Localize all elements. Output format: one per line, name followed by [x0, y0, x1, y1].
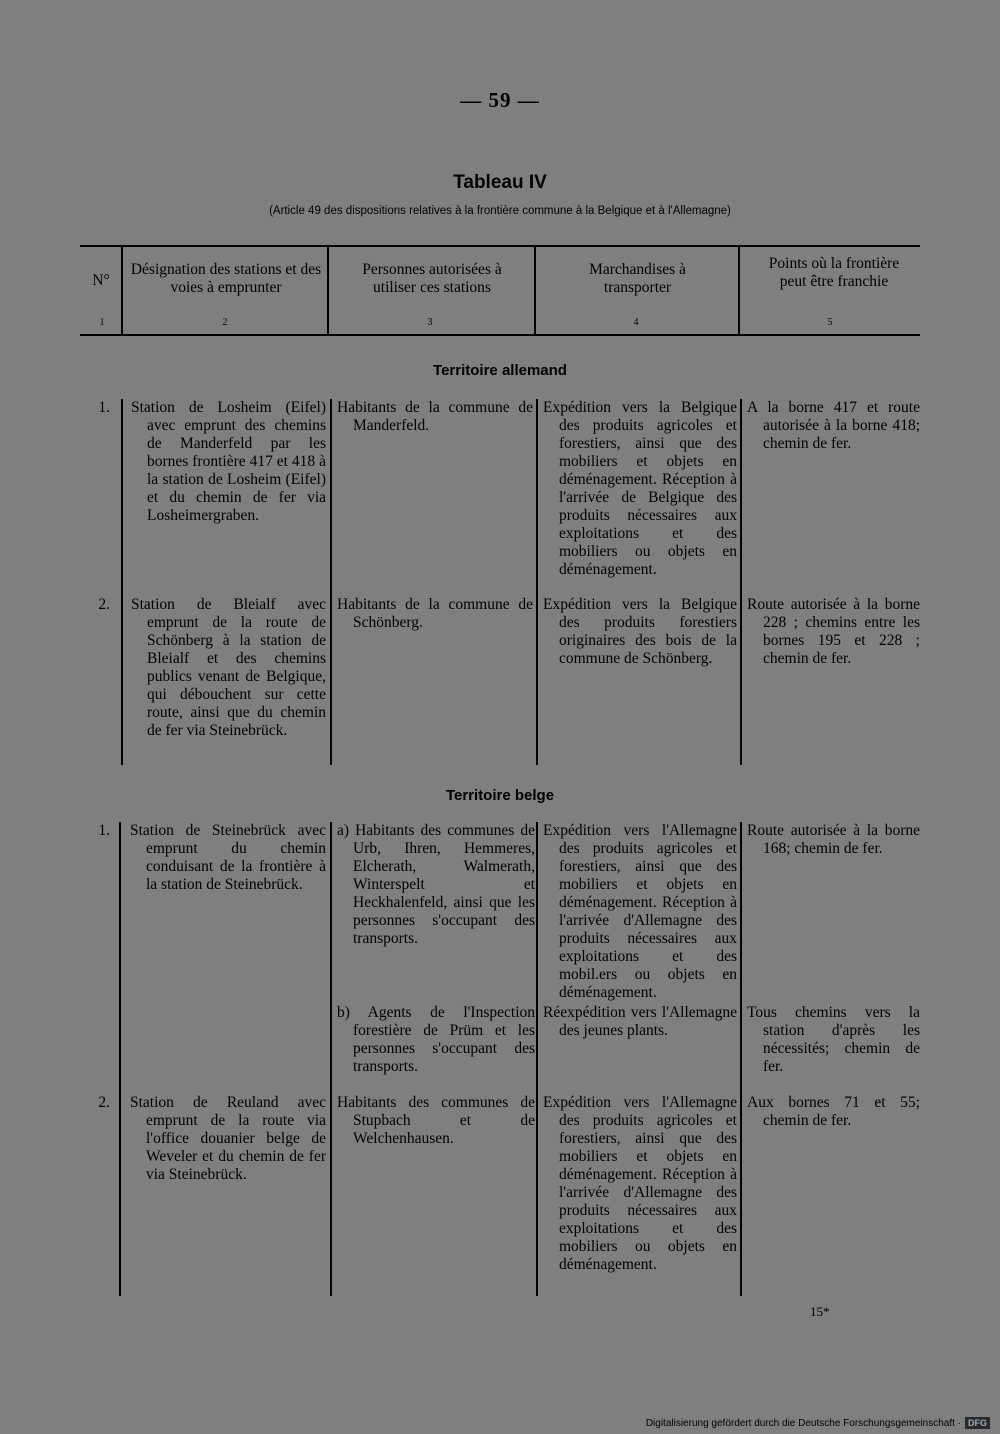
marchandises-cell: Expédition vers la Belgique des produits agricoles et forestiers, ainsi que des mobiliers et objets en déménagement. Réception à l'arrivée de Belgique des produits nécessaires aux exploitations et des mobiliers ou objets en déménagement.: [543, 399, 737, 578]
header-points: Points où la frontière peut être franchie: [768, 255, 900, 290]
table-subtitle: (Article 49 des dispositions relatives à la frontière commune à la Belgique et à l'Allemagne): [269, 205, 731, 217]
belge-divider-3: [536, 822, 538, 1296]
column-number-2: 2: [222, 317, 228, 328]
designation-cell: Station de Steinebrück avec emprunt du chemin conduisant de la frontière à la station de Steinebrück.: [130, 822, 326, 893]
header-divider-4: [738, 247, 740, 334]
section-title-belge: Territoire belge: [445, 787, 555, 804]
allemand-divider-2: [330, 399, 332, 765]
header-no: N°: [92, 272, 110, 289]
allemand-divider-1: [121, 399, 123, 765]
personnes-cell-b: b) Agents de l'Inspection forestière de Prüm et les personnes s'occupant des transports.: [337, 1004, 535, 1075]
column-number-3: 3: [427, 317, 433, 328]
personnes-cell-a: a) Habitants des communes de Urb, Ihren, Hemmeres, Elcherath, Walmerath, Winterspelt et Heckhalenfeld, ainsi que les personnes s'occupant des transports.: [337, 822, 535, 947]
header-designation: Désignation des stations et des voies à emprunter: [130, 261, 322, 296]
designation-cell: Station de Reuland avec emprunt de la route via l'office douanier belge de Weveler et du chemin de fer via Steinebrück.: [130, 1094, 326, 1183]
header-divider-1: [121, 247, 123, 334]
credit-text: Digitalisierung gefördert durch die Deutsche Forschungsgemeinschaft ·: [645, 1417, 961, 1429]
row-number: 2.: [98, 596, 110, 613]
row-number: 1.: [98, 399, 110, 416]
header-personnes: Personnes autorisées à utiliser ces stations: [362, 261, 502, 296]
page-number: — 59 —: [460, 88, 540, 112]
points-cell-b: Tous chemins vers la station d'après les nécessités; chemin de fer.: [747, 1004, 920, 1075]
marchandises-cell: Expédition vers l'Allemagne des produits agricoles et forestiers, ainsi que des mobiliers et objets en déménagement. Réception à l'arrivée d'Allemagne des produits nécessaires aux exploitations et des mobiliers ou objets en déménagement.: [543, 1094, 737, 1273]
designation-cell: Station de Losheim (Eifel) avec emprunt des chemins de Manderfeld par les bornes frontière 417 et 418 à la station de Losheim (Eifel) et du chemin de fer via Losheimergraben.: [131, 399, 326, 524]
signature-mark: 15*: [810, 1304, 830, 1319]
digitization-credit: [646, 1417, 990, 1429]
marchandises-cell-a: Expédition vers l'Allemagne des produits agricoles et forestiers, ainsi que des mobiliers et objets en déménagement. Réception à l'arrivée d'Allemagne des produits nécessaires aux exploitations et des mobil.ers ou objets en déménagement.: [543, 822, 737, 1001]
marchandises-cell-b: Réexpédition vers l'Allemagne des jeunes plants.: [543, 1004, 737, 1039]
column-number-4: 4: [633, 317, 639, 328]
column-number-1: 1: [99, 317, 105, 328]
points-cell-a: Route autorisée à la borne 168; chemin de fer.: [747, 822, 920, 857]
points-cell: Aux bornes 71 et 55; chemin de fer.: [747, 1094, 920, 1129]
header-divider-3: [534, 247, 536, 334]
points-cell: Route autorisée à la borne 228 ; chemins entre les bornes 195 et 228 ; chemin de fer.: [747, 596, 920, 667]
belge-divider-1: [119, 822, 121, 1296]
table-title: Tableau IV: [453, 172, 547, 193]
personnes-cell: Habitants de la commune de Manderfeld.: [337, 399, 533, 434]
header-top-rule: [80, 245, 920, 247]
row-number: 2.: [98, 1094, 110, 1111]
header-bottom-rule: [80, 334, 920, 336]
column-number-5: 5: [827, 317, 833, 328]
marchandises-cell: Expédition vers la Belgique des produits forestiers originaires des bois de la commune de Schönberg.: [543, 596, 737, 667]
belge-divider-2: [330, 822, 332, 1296]
points-cell: A la borne 417 et route autorisée à la borne 418; chemin de fer.: [747, 399, 920, 452]
row-number: 1.: [98, 822, 110, 839]
personnes-cell: Habitants des communes de Stupbach et de Welchenhausen.: [337, 1094, 535, 1147]
personnes-cell: Habitants de la commune de Schönberg.: [337, 596, 533, 631]
header-divider-2: [327, 247, 329, 334]
belge-divider-4: [740, 822, 742, 1296]
allemand-divider-4: [740, 399, 742, 765]
allemand-divider-3: [536, 399, 538, 765]
header-marchandises: Marchandises à transporter: [589, 261, 686, 296]
designation-cell: Station de Bleialf avec emprunt de la route de Schönberg à la station de Bleialf et des chemins publics venant de Belgique, qui débouchent sur cette route, ainsi que du chemin de fer via Steinebrück.: [131, 596, 326, 739]
dfg-logo: DFG: [965, 1417, 990, 1429]
section-title-allemand: Territoire allemand: [433, 362, 567, 379]
